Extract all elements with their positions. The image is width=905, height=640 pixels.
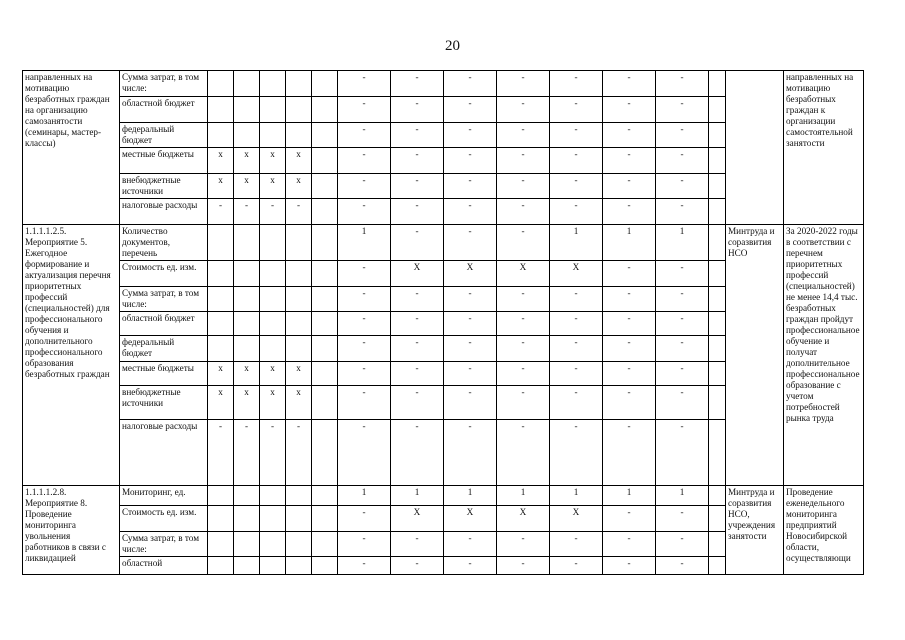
page-number: 20 <box>445 38 460 54</box>
funding-mark <box>260 225 286 261</box>
funding-mark <box>286 532 312 557</box>
year-value: - <box>550 420 603 486</box>
year-value: - <box>603 261 656 287</box>
year-value: - <box>391 312 444 336</box>
year-value: - <box>497 532 550 557</box>
funding-mark <box>286 486 312 506</box>
funding-mark <box>234 486 260 506</box>
year-value: - <box>656 420 709 486</box>
row-label: Стоимость ед. изм. <box>120 506 208 532</box>
empty-cell <box>709 97 726 123</box>
empty-cell <box>312 97 338 123</box>
funding-mark <box>286 97 312 123</box>
funding-mark <box>234 312 260 336</box>
funding-mark <box>260 312 286 336</box>
funding-mark <box>260 261 286 287</box>
row-label: Количество документов, перечень <box>120 225 208 261</box>
empty-cell <box>709 362 726 386</box>
funding-mark <box>208 225 234 261</box>
funding-mark <box>260 506 286 532</box>
year-value: - <box>603 362 656 386</box>
year-value: - <box>444 287 497 312</box>
funding-mark: x <box>234 362 260 386</box>
year-value: - <box>550 532 603 557</box>
row-label: Сумма затрат, в том числе: <box>120 71 208 97</box>
year-value: - <box>656 71 709 97</box>
funding-mark: x <box>260 148 286 174</box>
year-value: - <box>550 362 603 386</box>
year-value: - <box>656 97 709 123</box>
year-value: - <box>338 199 391 225</box>
funding-mark <box>286 225 312 261</box>
year-value: - <box>550 386 603 420</box>
empty-cell <box>312 174 338 199</box>
empty-cell <box>312 336 338 362</box>
year-value: 1 <box>338 486 391 506</box>
year-value: - <box>656 362 709 386</box>
funding-mark: x <box>234 386 260 420</box>
year-value: - <box>550 148 603 174</box>
funding-mark <box>234 71 260 97</box>
funding-mark: x <box>208 174 234 199</box>
year-value: - <box>391 199 444 225</box>
funding-mark: x <box>260 386 286 420</box>
funding-mark: x <box>208 362 234 386</box>
funding-mark <box>260 532 286 557</box>
funding-mark: x <box>260 174 286 199</box>
row-label: федеральный бюджет <box>120 123 208 148</box>
funding-mark: x <box>208 148 234 174</box>
year-value: - <box>338 386 391 420</box>
funding-mark <box>208 532 234 557</box>
funding-mark <box>208 97 234 123</box>
funding-mark <box>286 506 312 532</box>
empty-cell <box>312 532 338 557</box>
funding-mark: - <box>260 199 286 225</box>
executor: Минтруда и соразвития НСО <box>726 225 784 486</box>
year-value: - <box>656 123 709 148</box>
year-value: - <box>603 420 656 486</box>
year-value: - <box>338 362 391 386</box>
row-label: местные бюджеты <box>120 362 208 386</box>
year-value: - <box>391 225 444 261</box>
year-value: X <box>391 261 444 287</box>
funding-mark <box>234 336 260 362</box>
empty-cell <box>312 287 338 312</box>
year-value: - <box>656 148 709 174</box>
row-label: налоговые расходы <box>120 199 208 225</box>
table-row <box>23 486 864 506</box>
empty-cell <box>312 225 338 261</box>
empty-cell <box>709 486 726 506</box>
year-value: - <box>550 312 603 336</box>
funding-mark <box>286 71 312 97</box>
row-label: федеральный бюджет <box>120 336 208 362</box>
year-value: - <box>497 420 550 486</box>
year-value: - <box>656 557 709 575</box>
row-label: Сумма затрат, в том числе: <box>120 532 208 557</box>
funding-mark: - <box>286 420 312 486</box>
year-value: - <box>444 97 497 123</box>
year-value: X <box>444 261 497 287</box>
year-value: - <box>656 312 709 336</box>
year-value: - <box>603 557 656 575</box>
funding-mark <box>286 287 312 312</box>
year-value: 1 <box>550 225 603 261</box>
year-value: - <box>497 312 550 336</box>
year-value: - <box>497 287 550 312</box>
funding-mark <box>234 97 260 123</box>
year-value: - <box>444 312 497 336</box>
year-value: - <box>391 557 444 575</box>
year-value: - <box>497 97 550 123</box>
funding-mark <box>234 506 260 532</box>
year-value: - <box>603 71 656 97</box>
year-value: - <box>444 532 497 557</box>
funding-mark <box>208 506 234 532</box>
funding-mark <box>208 287 234 312</box>
executor: Минтруда и соразвития НСО, учреждения занятости <box>726 486 784 575</box>
year-value: - <box>603 97 656 123</box>
year-value: 1 <box>391 486 444 506</box>
year-value: - <box>444 123 497 148</box>
year-value: - <box>656 336 709 362</box>
empty-cell <box>709 420 726 486</box>
year-value: - <box>444 174 497 199</box>
funding-mark <box>208 336 234 362</box>
funding-mark: x <box>234 174 260 199</box>
year-value: - <box>550 97 603 123</box>
empty-cell <box>709 148 726 174</box>
year-value: - <box>603 336 656 362</box>
year-value: - <box>338 506 391 532</box>
year-value: - <box>603 386 656 420</box>
year-value: - <box>391 97 444 123</box>
row-label: налоговые расходы <box>120 420 208 486</box>
funding-mark <box>208 261 234 287</box>
funding-mark: - <box>208 420 234 486</box>
empty-cell <box>312 420 338 486</box>
year-value: - <box>603 287 656 312</box>
year-value: - <box>497 225 550 261</box>
year-value: - <box>656 287 709 312</box>
year-value: - <box>550 174 603 199</box>
year-value: X <box>497 261 550 287</box>
expected-result: За 2020-2022 годы в соответствии с перечнем приоритетных профессий (специальностей) не менее 14,4 тыс. безработных граждан пройдут профессиональное обучение и получат дополнительное профессиональное образование с учетом потребностей рынка труда <box>784 225 864 486</box>
executor <box>726 71 784 225</box>
year-value: - <box>338 336 391 362</box>
year-value: - <box>550 557 603 575</box>
funding-mark <box>234 261 260 287</box>
funding-mark: - <box>260 420 286 486</box>
funding-mark <box>260 97 286 123</box>
expected-result: направленных на мотивацию безработных граждан к организации самостоятельной занятости <box>784 71 864 225</box>
empty-cell <box>312 386 338 420</box>
year-value: X <box>550 506 603 532</box>
year-value: - <box>497 199 550 225</box>
row-label: внебюджетные источники <box>120 174 208 199</box>
year-value: - <box>497 123 550 148</box>
table-row <box>23 71 864 97</box>
year-value: - <box>497 174 550 199</box>
funding-mark: x <box>208 386 234 420</box>
empty-cell <box>312 199 338 225</box>
year-value: - <box>550 123 603 148</box>
year-value: - <box>603 123 656 148</box>
year-value: - <box>497 336 550 362</box>
funding-mark <box>208 123 234 148</box>
year-value: - <box>338 261 391 287</box>
empty-cell <box>709 71 726 97</box>
funding-mark <box>286 123 312 148</box>
funding-mark: x <box>286 174 312 199</box>
row-label: внебюджетные источники <box>120 386 208 420</box>
funding-mark <box>260 336 286 362</box>
year-value: - <box>391 336 444 362</box>
empty-cell <box>709 225 726 261</box>
empty-cell <box>312 261 338 287</box>
year-value: - <box>603 148 656 174</box>
year-value: - <box>497 71 550 97</box>
year-value: - <box>656 506 709 532</box>
year-value: - <box>338 532 391 557</box>
empty-cell <box>312 362 338 386</box>
year-value: - <box>444 225 497 261</box>
funding-mark <box>286 312 312 336</box>
year-value: - <box>444 420 497 486</box>
year-value: - <box>497 386 550 420</box>
activity-name: 1.1.1.1.2.5. Мероприятие 5. Ежегодное формирование и актуализация перечня приоритетных профессий (специальностей) для профессионального обучения и дополнительного профессионального образования безработных граждан <box>23 225 120 486</box>
year-value: - <box>656 532 709 557</box>
funding-mark <box>208 486 234 506</box>
funding-mark: x <box>286 386 312 420</box>
funding-mark: - <box>234 420 260 486</box>
year-value: - <box>603 174 656 199</box>
year-value: - <box>391 287 444 312</box>
year-value: 1 <box>338 225 391 261</box>
empty-cell <box>312 486 338 506</box>
year-value: - <box>338 287 391 312</box>
funding-mark: - <box>234 199 260 225</box>
empty-cell <box>312 148 338 174</box>
empty-cell <box>709 532 726 557</box>
empty-cell <box>709 174 726 199</box>
year-value: - <box>603 532 656 557</box>
year-value: X <box>444 506 497 532</box>
funding-mark <box>208 71 234 97</box>
year-value: - <box>603 199 656 225</box>
expected-result: Проведение еженедельного мониторинга предприятий Новосибирской области, осуществляющи <box>784 486 864 575</box>
year-value: - <box>338 71 391 97</box>
year-value: - <box>444 336 497 362</box>
funding-mark <box>260 287 286 312</box>
year-value: - <box>497 362 550 386</box>
year-value: - <box>391 71 444 97</box>
year-value: - <box>444 386 497 420</box>
empty-cell <box>312 506 338 532</box>
year-value: - <box>338 97 391 123</box>
funding-mark: x <box>286 148 312 174</box>
empty-cell <box>709 506 726 532</box>
row-label: областной бюджет <box>120 312 208 336</box>
table-row <box>23 225 864 261</box>
year-value: - <box>391 420 444 486</box>
row-label: областной бюджет <box>120 97 208 123</box>
empty-cell <box>312 312 338 336</box>
funding-mark <box>208 557 234 575</box>
year-value: - <box>338 557 391 575</box>
row-label: Сумма затрат, в том числе: <box>120 287 208 312</box>
empty-cell <box>709 312 726 336</box>
year-value: - <box>391 362 444 386</box>
year-value: X <box>391 506 444 532</box>
year-value: 1 <box>656 225 709 261</box>
year-value: - <box>391 532 444 557</box>
year-value: X <box>497 506 550 532</box>
year-value: - <box>338 148 391 174</box>
year-value: - <box>603 312 656 336</box>
empty-cell <box>312 71 338 97</box>
funding-mark: x <box>260 362 286 386</box>
year-value: - <box>338 420 391 486</box>
funding-mark: x <box>234 148 260 174</box>
year-value: 1 <box>444 486 497 506</box>
funding-mark <box>286 557 312 575</box>
funding-mark: - <box>286 199 312 225</box>
row-label: Стоимость ед. изм. <box>120 261 208 287</box>
year-value: 1 <box>603 486 656 506</box>
year-value: - <box>656 174 709 199</box>
year-value: - <box>391 123 444 148</box>
year-value: - <box>338 123 391 148</box>
year-value: - <box>656 386 709 420</box>
funding-mark <box>234 532 260 557</box>
year-value: - <box>444 71 497 97</box>
year-value: - <box>497 148 550 174</box>
funding-mark <box>234 123 260 148</box>
funding-mark <box>286 261 312 287</box>
year-value: - <box>444 199 497 225</box>
funding-mark: - <box>208 199 234 225</box>
empty-cell <box>709 123 726 148</box>
row-label: местные бюджеты <box>120 148 208 174</box>
empty-cell <box>709 199 726 225</box>
empty-cell <box>709 287 726 312</box>
year-value: - <box>444 557 497 575</box>
year-value: 1 <box>603 225 656 261</box>
empty-cell <box>709 557 726 575</box>
year-value: - <box>497 557 550 575</box>
year-value: 1 <box>497 486 550 506</box>
year-value: 1 <box>656 486 709 506</box>
funding-mark <box>260 486 286 506</box>
funding-mark <box>234 557 260 575</box>
empty-cell <box>709 261 726 287</box>
funding-mark <box>208 312 234 336</box>
year-value: - <box>444 362 497 386</box>
funding-mark <box>260 123 286 148</box>
empty-cell <box>312 123 338 148</box>
funding-mark <box>286 336 312 362</box>
row-label: Мониторинг, ед. <box>120 486 208 506</box>
year-value: - <box>391 148 444 174</box>
empty-cell <box>312 557 338 575</box>
year-value: 1 <box>550 486 603 506</box>
year-value: - <box>550 336 603 362</box>
year-value: - <box>338 174 391 199</box>
year-value: - <box>656 199 709 225</box>
year-value: - <box>444 148 497 174</box>
funding-mark <box>234 225 260 261</box>
funding-mark <box>260 557 286 575</box>
year-value: - <box>603 506 656 532</box>
year-value: - <box>550 199 603 225</box>
empty-cell <box>709 336 726 362</box>
row-label: областной <box>120 557 208 575</box>
activity-name: 1.1.1.1.2.8. Мероприятие 8. Проведение мониторинга увольнения работников в связи с ликвидацией <box>23 486 120 575</box>
empty-cell <box>709 386 726 420</box>
year-value: - <box>391 174 444 199</box>
funding-mark <box>260 71 286 97</box>
year-value: - <box>656 261 709 287</box>
year-value: - <box>550 71 603 97</box>
year-value: - <box>391 386 444 420</box>
year-value: - <box>338 312 391 336</box>
year-value: X <box>550 261 603 287</box>
year-value: - <box>550 287 603 312</box>
funding-mark <box>234 287 260 312</box>
funding-mark: x <box>286 362 312 386</box>
activity-name: направленных на мотивацию безработных граждан на организацию самозанятости (семинары, мастер-классы) <box>23 71 120 225</box>
program-table <box>22 70 864 575</box>
